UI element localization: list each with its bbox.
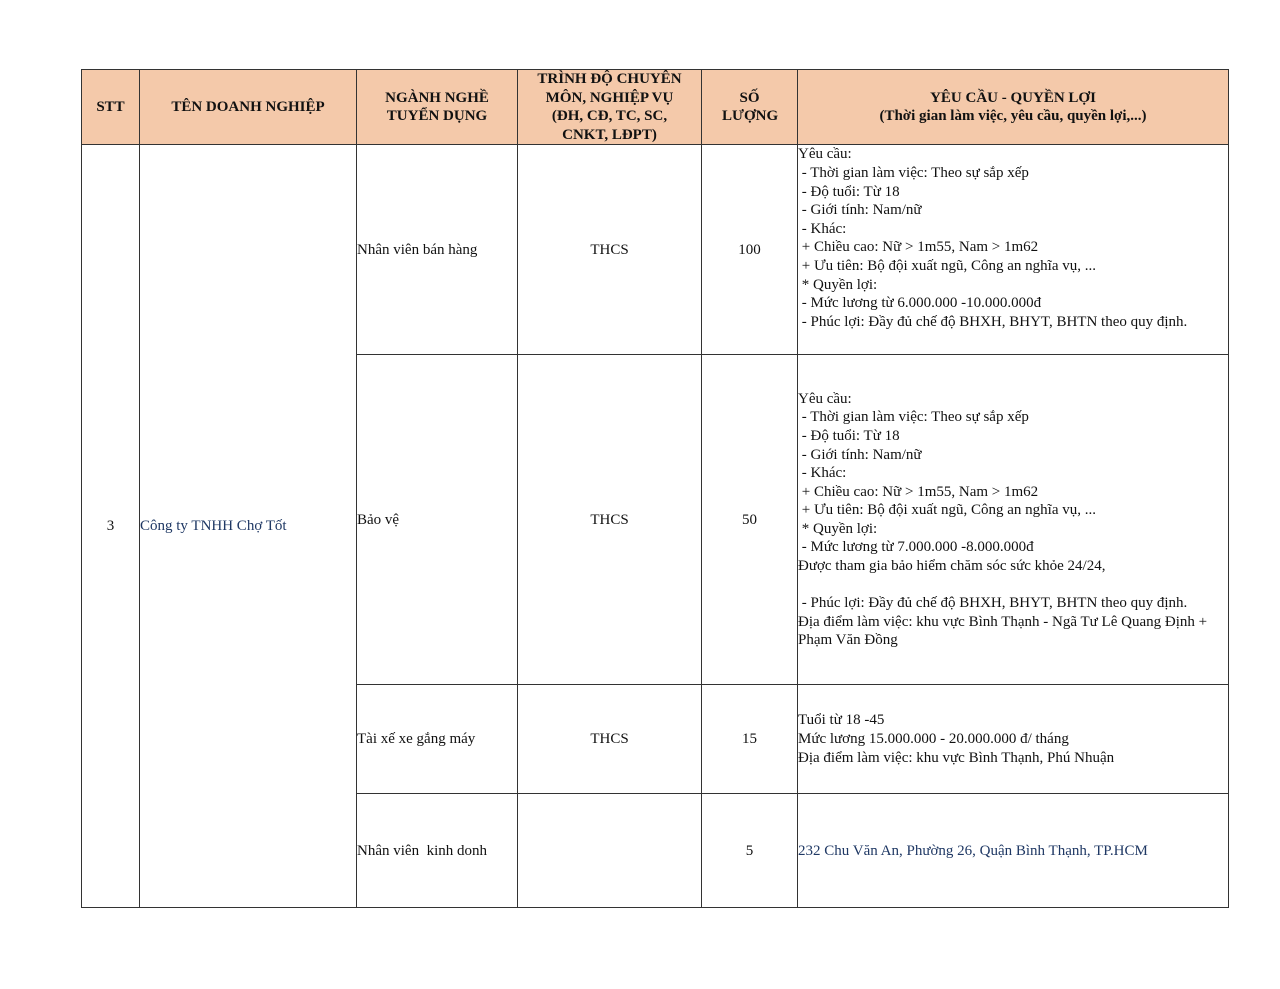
header-qualification xyxy=(518,70,702,145)
quantity-cell: 15 xyxy=(702,685,798,794)
header-requirements-title: YÊU CẦU - QUYỀN LỢI xyxy=(930,89,1096,106)
header-requirements-subtitle: (Thời gian làm việc, yêu cầu, quyền lợi,...) xyxy=(879,108,1147,125)
header-quantity xyxy=(702,70,798,145)
header-qualification-label: TRÌNH ĐỘ CHUYÊN MÔN, NGHIỆP VỤ (ĐH, CĐ, TC, SC, CNKT, LĐPT) xyxy=(537,71,682,143)
stt-cell: 3 xyxy=(82,145,140,908)
quantity-cell: 50 xyxy=(702,355,798,685)
header-company: TÊN DOANH NGHIỆP xyxy=(140,70,357,145)
header-profession-label: NGÀNH NGHỀ TUYỂN DỤNG xyxy=(385,89,489,125)
header-requirements xyxy=(798,70,1229,145)
header-quantity-label: SỐ LƯỢNG xyxy=(722,89,779,125)
requirements-cell: Tuổi từ 18 -45 Mức lương 15.000.000 - 20.000.000 đ/ tháng Địa điểm làm việc: khu vực Bình Thạnh, Phú Nhuận xyxy=(798,685,1229,794)
qualification-cell: THCS xyxy=(518,685,702,794)
table-row xyxy=(82,145,1229,355)
header-row xyxy=(82,70,1229,145)
qualification-cell: THCS xyxy=(518,145,702,355)
quantity-cell: 100 xyxy=(702,145,798,355)
address-cell: 232 Chu Văn An, Phường 26, Quận Bình Thạnh, TP.HCM xyxy=(798,794,1229,908)
qualification-cell xyxy=(518,794,702,908)
profession-cell: Nhân viên kinh donh xyxy=(357,794,518,908)
quantity-cell: 5 xyxy=(702,794,798,908)
profession-cell: Nhân viên bán hàng xyxy=(357,145,518,355)
profession-cell: Tài xế xe gắng máy xyxy=(357,685,518,794)
recruitment-table xyxy=(81,69,1229,908)
qualification-cell: THCS xyxy=(518,355,702,685)
header-stt: STT xyxy=(82,70,140,145)
requirements-cell: Yêu cầu: - Thời gian làm việc: Theo sự sắp xếp - Độ tuổi: Từ 18 - Giới tính: Nam/nữ - Khác: + Chiều cao: Nữ > 1m55, Nam > 1m62 + Ưu tiên: Bộ đội xuất ngũ, Công an nghĩa vụ, ... * Quyền lợi: - Mức lương từ 7.000.000 -8.000.000đ Được tham gia bảo hiểm chăm sóc sức khỏe 24/24, - Phúc lợi: Đầy đủ chế độ BHXH, BHYT, BHTN theo quy định. Địa điểm làm việc: khu vực Bình Thạnh - Ngã Tư Lê Quang Định + Phạm Văn Đồng xyxy=(798,355,1229,685)
requirements-cell: Yêu cầu: - Thời gian làm việc: Theo sự sắp xếp - Độ tuổi: Từ 18 - Giới tính: Nam/nữ - Khác: + Chiều cao: Nữ > 1m55, Nam > 1m62 + Ưu tiên: Bộ đội xuất ngũ, Công an nghĩa vụ, ... * Quyền lợi: - Mức lương từ 6.000.000 -10.000.000đ - Phúc lợi: Đầy đủ chế độ BHXH, BHYT, BHTN theo quy định. xyxy=(798,145,1229,355)
profession-cell: Bảo vệ xyxy=(357,355,518,685)
header-profession xyxy=(357,70,518,145)
company-name-cell: Công ty TNHH Chợ Tốt xyxy=(140,145,357,908)
